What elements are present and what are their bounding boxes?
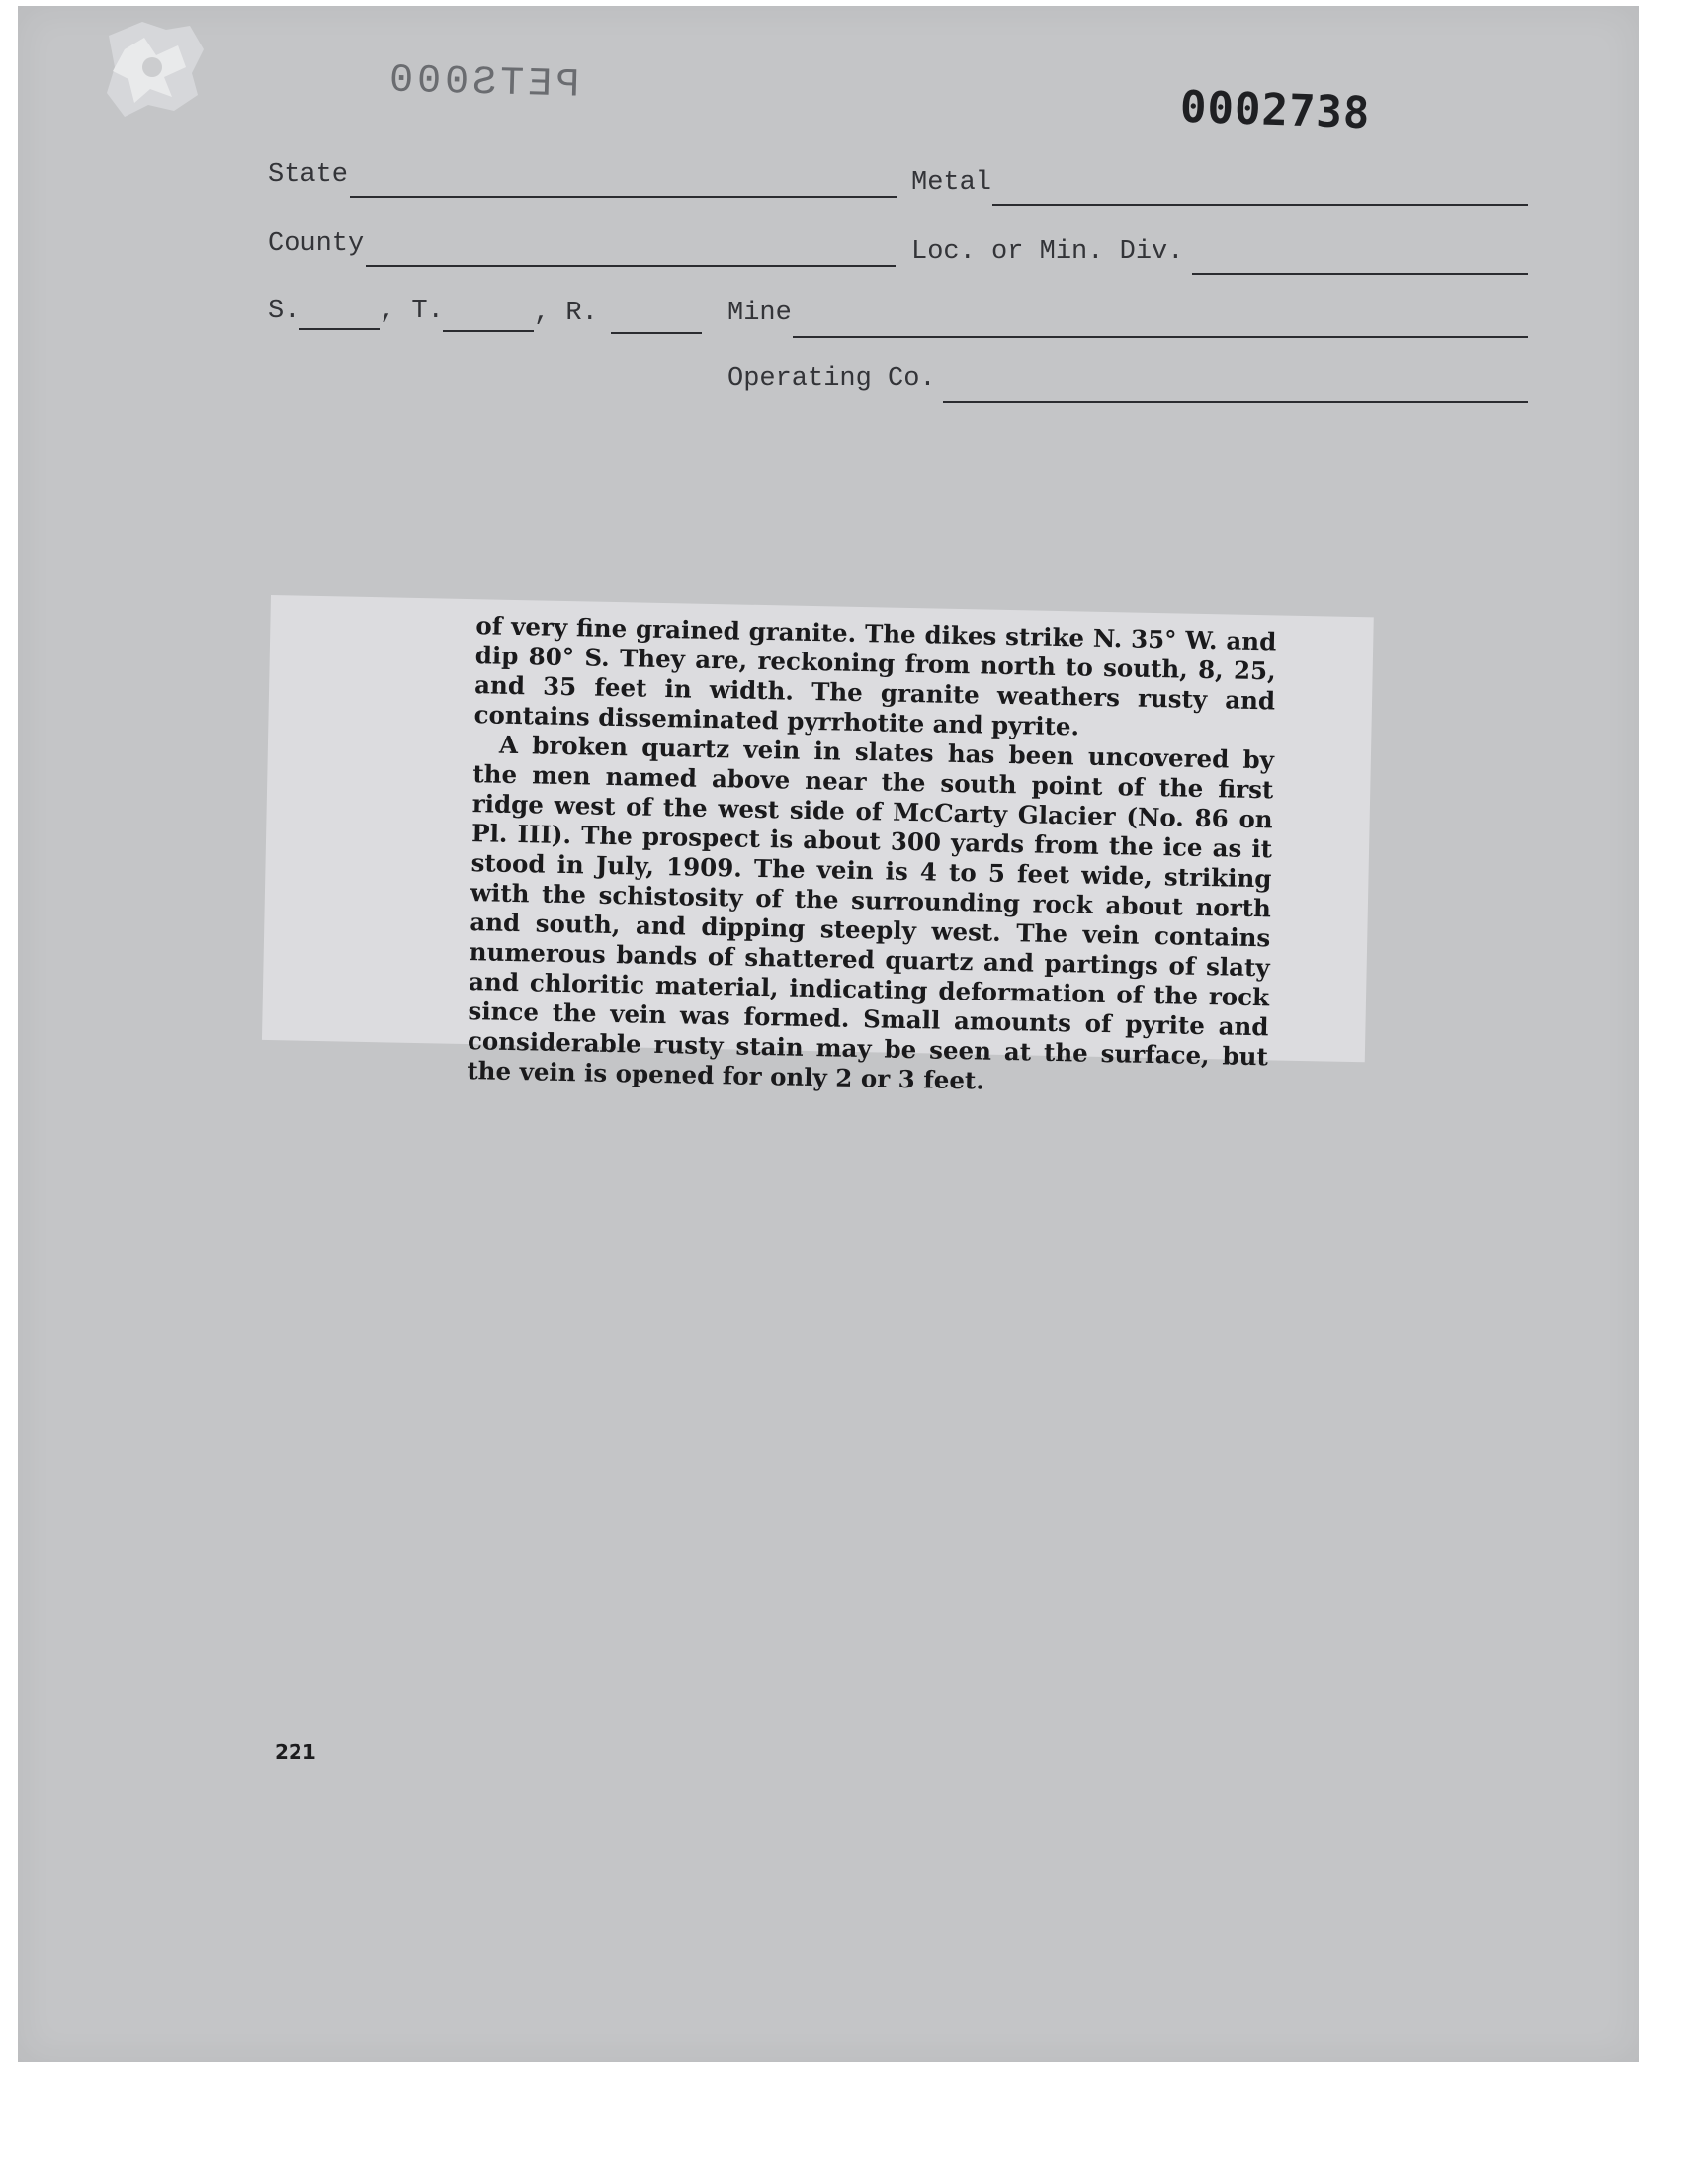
section-field-line [299,328,380,330]
clipping-paragraph-2: A broken quartz vein in slates has been uncovered by the men named above near the south point of the first ridge west of the west side of McCarty Glacier (No. 86 on Pl. III). The prospect is about 300 yards from the ice as it stood in July, 1909. The vein is 4 to 5 feet wide, striking with the schistosity of the surrounding rock about north and south, and dipping steeply west. The vein contains numerous bands of shattered quartz and partings of slaty and chloritic material, indicating deformation of the rock since the vein was formed. Small amounts of pyrite and considerable rusty stain may be seen at the surface, but the vein is opened for only 2 or 3 feet. [467,730,1275,1095]
metal-field-line [992,204,1528,206]
location-label: Loc. or Min. Div. [911,237,1184,267]
document-page [18,6,1639,2062]
clipping-text [467,611,1276,1101]
operating-co-label: Operating Co. [727,364,936,393]
range-field-line [611,332,702,334]
range-label: , R. [534,299,598,328]
mirrored-stamp-id: PETS000 [384,58,580,109]
document-number: 0002738 [1179,81,1372,139]
section-label: S. [268,297,300,326]
state-field-line [350,196,897,198]
pasted-text-clipping [262,595,1374,1095]
operating-co-field-line [943,401,1528,403]
township-field-line [443,330,534,332]
mine-label: Mine [727,299,792,328]
page-number: 221 [275,1740,316,1764]
township-label: , T. [380,297,444,326]
embossed-seal-icon [95,16,214,125]
location-field-line [1192,273,1528,275]
mine-field-line [793,336,1528,338]
state-label: State [268,160,349,190]
metal-label: Metal [911,168,992,198]
county-field-line [366,265,896,267]
clipping-paragraph-1: of very fine grained granite. The dikes strike N. 35° W. and dip 80° S. They are, reckoning from north to south, 8, 25, and 35 feet in width. The granite weathers rusty and contains disseminated pyrrhotite and pyrite. [473,611,1277,741]
county-label: County [268,229,365,259]
